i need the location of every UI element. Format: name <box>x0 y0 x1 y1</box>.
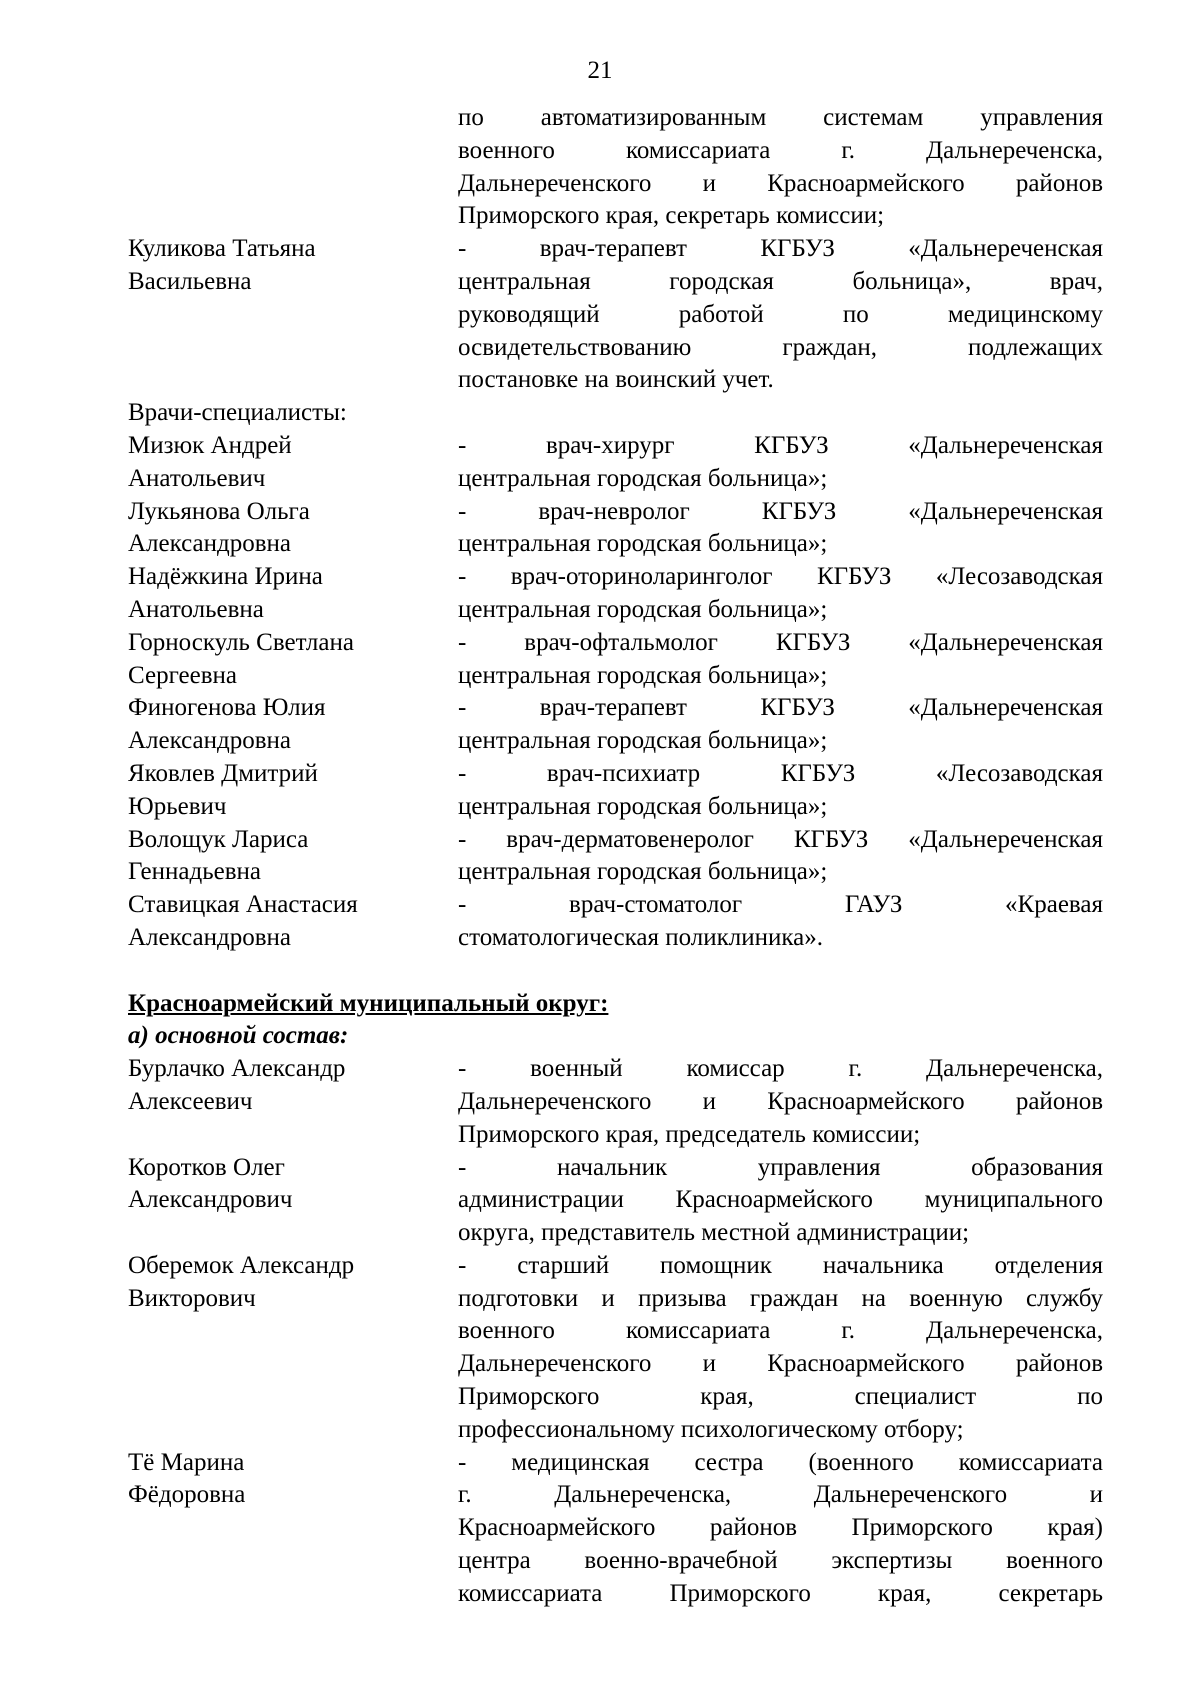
member-name-line: Викторович <box>128 1284 256 1312</box>
member-name-line: Александровна <box>128 530 292 558</box>
member-name <box>128 758 458 824</box>
member-name-line: Юрьевич <box>128 792 227 820</box>
member-name <box>128 889 458 955</box>
member-position-line: центральная городская больница»; <box>458 792 828 820</box>
member-position-line: центральная городская больница»; <box>458 530 828 558</box>
member-name-line: Александрович <box>128 1186 293 1214</box>
member-name <box>128 1053 458 1151</box>
member-entry <box>128 496 1103 562</box>
member-name <box>128 1152 458 1250</box>
member-position-line: освидетельствованию граждан, подлежащих <box>458 333 1103 361</box>
member-position-line: подготовки и призыва граждан на военную службу <box>458 1284 1103 1312</box>
member-name-line: Анатольевич <box>128 464 266 492</box>
member-position-line: - старший помощник начальника отделения <box>458 1251 1103 1279</box>
member-name-line: Лукьянова Ольга <box>128 497 310 525</box>
member-position <box>458 561 1103 627</box>
member-entry <box>128 889 1103 955</box>
document-body <box>128 102 1103 1611</box>
page-number: 21 <box>587 57 613 84</box>
member-position-line: - врач-офтальмолог КГБУЗ «Дальнереченская <box>458 628 1103 656</box>
member-position-line: Приморского края, специалист по <box>458 1383 1103 1411</box>
member-position-line: постановке на воинский учет. <box>458 366 774 394</box>
member-name-line: Куликова Татьяна <box>128 235 316 263</box>
member-name <box>128 824 458 890</box>
member-name-line: Финогенова Юлия <box>128 694 326 722</box>
member-entry <box>128 1250 1103 1447</box>
member-name-line: Геннадьевна <box>128 858 261 886</box>
member-position-line: округа, представитель местной администрации; <box>458 1219 970 1247</box>
member-position-line: - медицинская сестра (военного комиссариата <box>458 1448 1103 1476</box>
member-position-line: - врач-оториноларинголог КГБУЗ «Лесозаводская <box>458 563 1103 591</box>
member-position-line: военного комиссариата г. Дальнереченска, <box>458 1317 1103 1345</box>
member-name-line: Васильевна <box>128 267 252 295</box>
member-position-line: г. Дальнереченска, Дальнереченского и <box>458 1481 1103 1509</box>
member-name-line: Коротков Олег <box>128 1153 285 1181</box>
member-entry <box>128 430 1103 496</box>
member-entry <box>128 692 1103 758</box>
member-name-line: Тё Марина <box>128 1448 245 1476</box>
member-entry <box>128 1447 1103 1611</box>
section-gap <box>128 955 1103 988</box>
member-name-line: Бурлачко Александр <box>128 1055 346 1083</box>
member-position-line: стоматологическая поликлиника». <box>458 923 823 951</box>
member-name-line: Горноскуль Светлана <box>128 628 354 656</box>
section-heading: Красноармейский муниципальный округ: <box>128 989 609 1017</box>
member-position <box>458 692 1103 758</box>
member-name-line: Фёдоровна <box>128 1481 246 1509</box>
member-position-line: Дальнереченского и Красноармейского районов <box>458 169 1103 197</box>
member-position <box>458 233 1103 397</box>
member-position-line: Дальнереченского и Красноармейского районов <box>458 1350 1103 1378</box>
member-entry <box>128 758 1103 824</box>
member-name-line: Волощук Лариса <box>128 825 309 853</box>
member-position-line: - врач-хирург КГБУЗ «Дальнереченская <box>458 431 1103 459</box>
member-position-line: центральная городская больница»; <box>458 727 828 755</box>
member-name <box>128 561 458 627</box>
member-name <box>128 1447 458 1611</box>
member-position <box>458 102 1103 233</box>
member-name-line: Мизюк Андрей <box>128 431 292 459</box>
member-position <box>458 824 1103 890</box>
member-position-line: - врач-невролог КГБУЗ «Дальнереченская <box>458 497 1103 525</box>
member-name <box>128 430 458 496</box>
member-position-line: - врач-дерматовенеролог КГБУЗ «Дальнереченская <box>458 825 1103 853</box>
member-position-line: центральная городская больница»; <box>458 464 828 492</box>
member-name <box>128 233 458 397</box>
member-position-line: профессиональному психологическому отбору; <box>458 1415 964 1443</box>
specialists-label: Врачи-специалисты: <box>128 399 347 427</box>
member-position-line: Красноармейского районов Приморского края) <box>458 1514 1103 1542</box>
member-position <box>458 1152 1103 1250</box>
specialist-list <box>128 430 1103 955</box>
member-position <box>458 889 1103 955</box>
member-name-line: Ставицкая Анастасия <box>128 891 358 919</box>
section-subheading: а) основной состав: <box>128 1022 349 1050</box>
member-position <box>458 430 1103 496</box>
member-position-line: - врач-терапевт КГБУЗ «Дальнереченская <box>458 235 1103 263</box>
member-position-line: центральная городская больница»; <box>458 661 828 689</box>
member-position-line: центральная городская больница», врач, <box>458 267 1103 295</box>
member-position <box>458 1250 1103 1447</box>
member-entry <box>128 1152 1103 1250</box>
member-entry <box>128 627 1103 693</box>
member-position-line: Приморского края, председатель комиссии; <box>458 1120 921 1148</box>
member-entry <box>128 824 1103 890</box>
member-position-line: - врач-стоматолог ГАУЗ «Краевая <box>458 891 1103 919</box>
member-name-line: Алексеевич <box>128 1087 253 1115</box>
member-position <box>458 496 1103 562</box>
member-name-line: Анатольевна <box>128 595 264 623</box>
member-entry <box>128 102 1103 233</box>
member-position-line: центра военно-врачебной экспертизы военного <box>458 1547 1103 1575</box>
member-position-line: Дальнереченского и Красноармейского районов <box>458 1087 1103 1115</box>
member-position-line: - начальник управления образования <box>458 1153 1103 1181</box>
member-entry <box>128 233 1103 397</box>
member-name <box>128 496 458 562</box>
member-position-line: центральная городская больница»; <box>458 858 828 886</box>
member-position-line: Приморского края, секретарь комиссии; <box>458 202 885 230</box>
member-position-line: центральная городская больница»; <box>458 595 828 623</box>
member-name <box>128 102 458 233</box>
member-position <box>458 1447 1103 1611</box>
member-name-line: Александровна <box>128 923 292 951</box>
member-position-line: - военный комиссар г. Дальнереченска, <box>458 1055 1103 1083</box>
member-name-line: Александровна <box>128 727 292 755</box>
member-position <box>458 1053 1103 1151</box>
member-entry <box>128 561 1103 627</box>
member-position <box>458 758 1103 824</box>
main-composition-list <box>128 1053 1103 1611</box>
commission-member-list <box>128 102 1103 397</box>
member-position-line: - врач-психиатр КГБУЗ «Лесозаводская <box>458 759 1103 787</box>
member-position-line: комиссариата Приморского края, секретарь <box>458 1579 1103 1607</box>
member-position-line: администрации Красноармейского муниципального <box>458 1186 1103 1214</box>
member-name <box>128 1250 458 1447</box>
member-name <box>128 692 458 758</box>
member-name-line: Сергеевна <box>128 661 237 689</box>
member-name <box>128 627 458 693</box>
member-position-line: по автоматизированным системам управления <box>458 104 1103 131</box>
member-position-line: военного комиссариата г. Дальнереченска, <box>458 136 1103 164</box>
member-position-line: - врач-терапевт КГБУЗ «Дальнереченская <box>458 694 1103 722</box>
member-name-line: Яковлев Дмитрий <box>128 759 318 787</box>
member-name-line: Оберемок Александр <box>128 1251 355 1279</box>
member-entry <box>128 1053 1103 1151</box>
member-position <box>458 627 1103 693</box>
member-position-line: руководящий работой по медицинскому <box>458 300 1103 328</box>
member-name-line: Надёжкина Ирина <box>128 563 323 591</box>
